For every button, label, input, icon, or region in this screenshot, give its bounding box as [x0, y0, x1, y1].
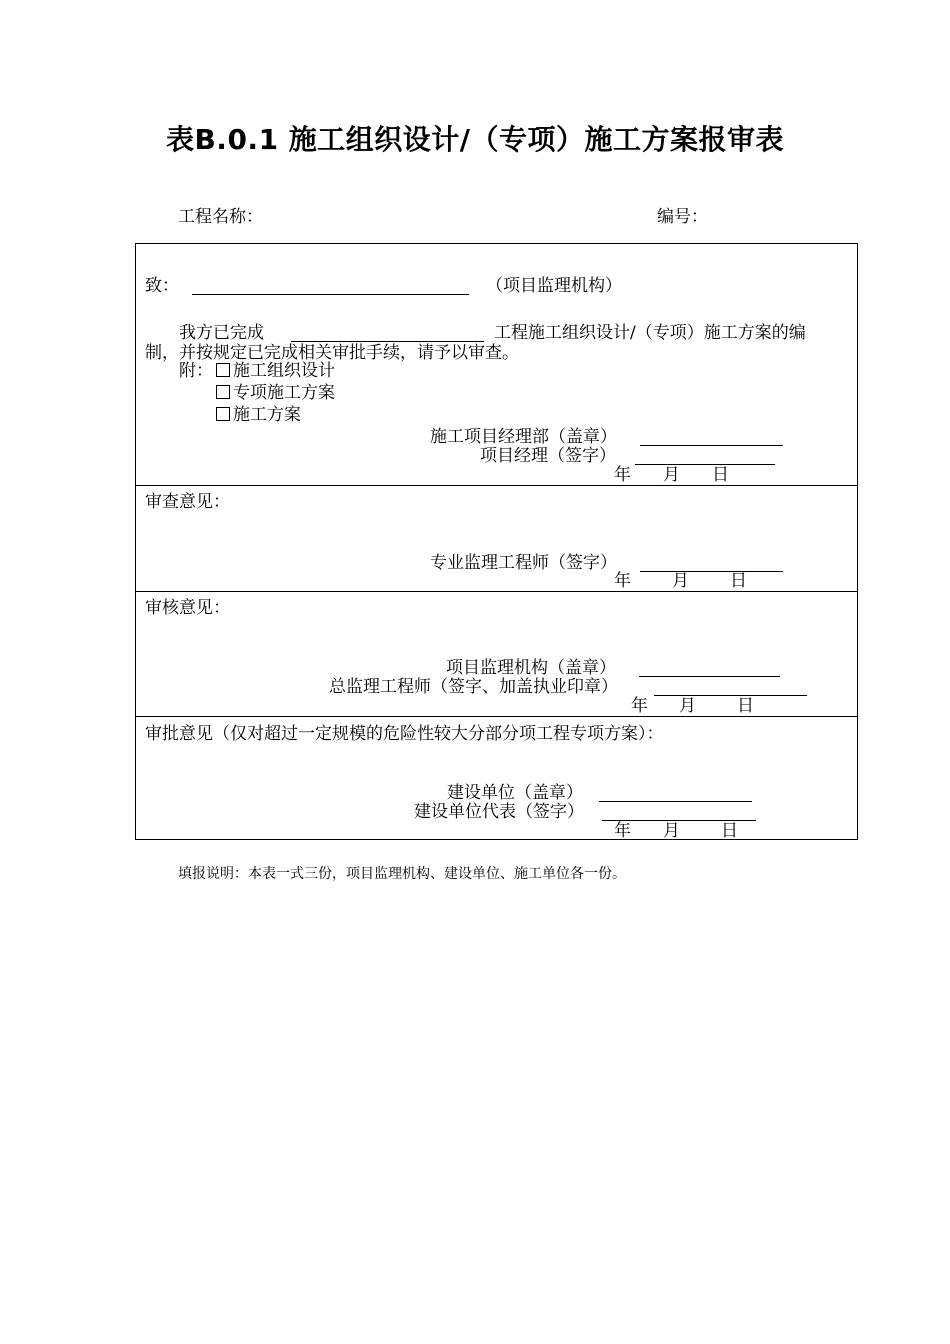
date-day: 日 — [737, 696, 754, 716]
sign-manager-line[interactable] — [635, 464, 775, 465]
attachment-item[interactable]: 施工组织设计 — [216, 361, 335, 381]
date-day: 日 — [730, 571, 747, 591]
body-mid: 工程施工组织设计/（专项）施工方案的编 — [494, 323, 806, 343]
date-day: 日 — [712, 465, 729, 485]
row-divider — [136, 591, 857, 592]
to-suffix: （项目监理机构） — [486, 276, 622, 296]
review-sign-label: 专业监理工程师（签字） — [430, 553, 617, 573]
row-divider — [136, 485, 857, 486]
approval-rep-label: 建设单位代表（签字） — [414, 802, 584, 822]
date-month: 月 — [672, 571, 689, 591]
row-divider — [136, 716, 857, 717]
checkbox-icon[interactable] — [216, 363, 230, 377]
project-name-label: 工程名称： — [178, 207, 263, 227]
sign-dept-line[interactable] — [640, 445, 783, 446]
sign-manager-label: 项目经理（签字） — [480, 446, 616, 466]
date-year: 年 — [614, 571, 631, 591]
date-month: 月 — [663, 465, 680, 485]
attachment-item[interactable]: 专项施工方案 — [216, 383, 335, 403]
body-line2: 制，并按规定已完成相关审批手续，请予以审查。 — [145, 343, 519, 363]
audit-label: 审核意见： — [145, 598, 230, 618]
sign-dept-label: 施工项目经理部（盖章） — [430, 427, 617, 447]
approval-unit-label: 建设单位（盖章） — [447, 783, 583, 803]
checkbox-icon[interactable] — [216, 385, 230, 399]
checkbox-icon[interactable] — [216, 407, 230, 421]
date-month: 月 — [679, 696, 696, 716]
approval-unit-line[interactable] — [599, 801, 752, 802]
date-day: 日 — [721, 821, 738, 841]
audit-chief-line[interactable] — [654, 695, 807, 696]
review-label: 审查意见： — [145, 492, 230, 512]
audit-org-line[interactable] — [639, 676, 780, 677]
project-blank-line[interactable] — [291, 341, 484, 342]
audit-org-label: 项目监理机构（盖章） — [446, 658, 616, 678]
date-year: 年 — [631, 696, 648, 716]
date-year: 年 — [614, 821, 631, 841]
date-year: 年 — [614, 465, 631, 485]
to-label: 致： — [145, 276, 179, 296]
body-prefix: 我方已完成 — [179, 323, 264, 343]
to-recipient-line[interactable] — [192, 294, 469, 295]
audit-chief-label: 总监理工程师（签字、加盖执业印章） — [329, 677, 618, 697]
review-sign-line[interactable] — [640, 571, 783, 572]
approval-form-table — [135, 243, 858, 840]
page-title: 表B.0.1 施工组织设计/（专项）施工方案报审表 — [165, 123, 785, 156]
footer-note: 填报说明：本表一式三份，项目监理机构、建设单位、施工单位各一份。 — [178, 866, 626, 882]
number-label: 编号： — [657, 207, 708, 227]
date-month: 月 — [663, 821, 680, 841]
approval-label: 审批意见（仅对超过一定规模的危险性较大分部分项工程专项方案）： — [145, 724, 664, 744]
attachment-item[interactable]: 施工方案 — [216, 405, 301, 425]
attach-label: 附： — [179, 361, 213, 381]
